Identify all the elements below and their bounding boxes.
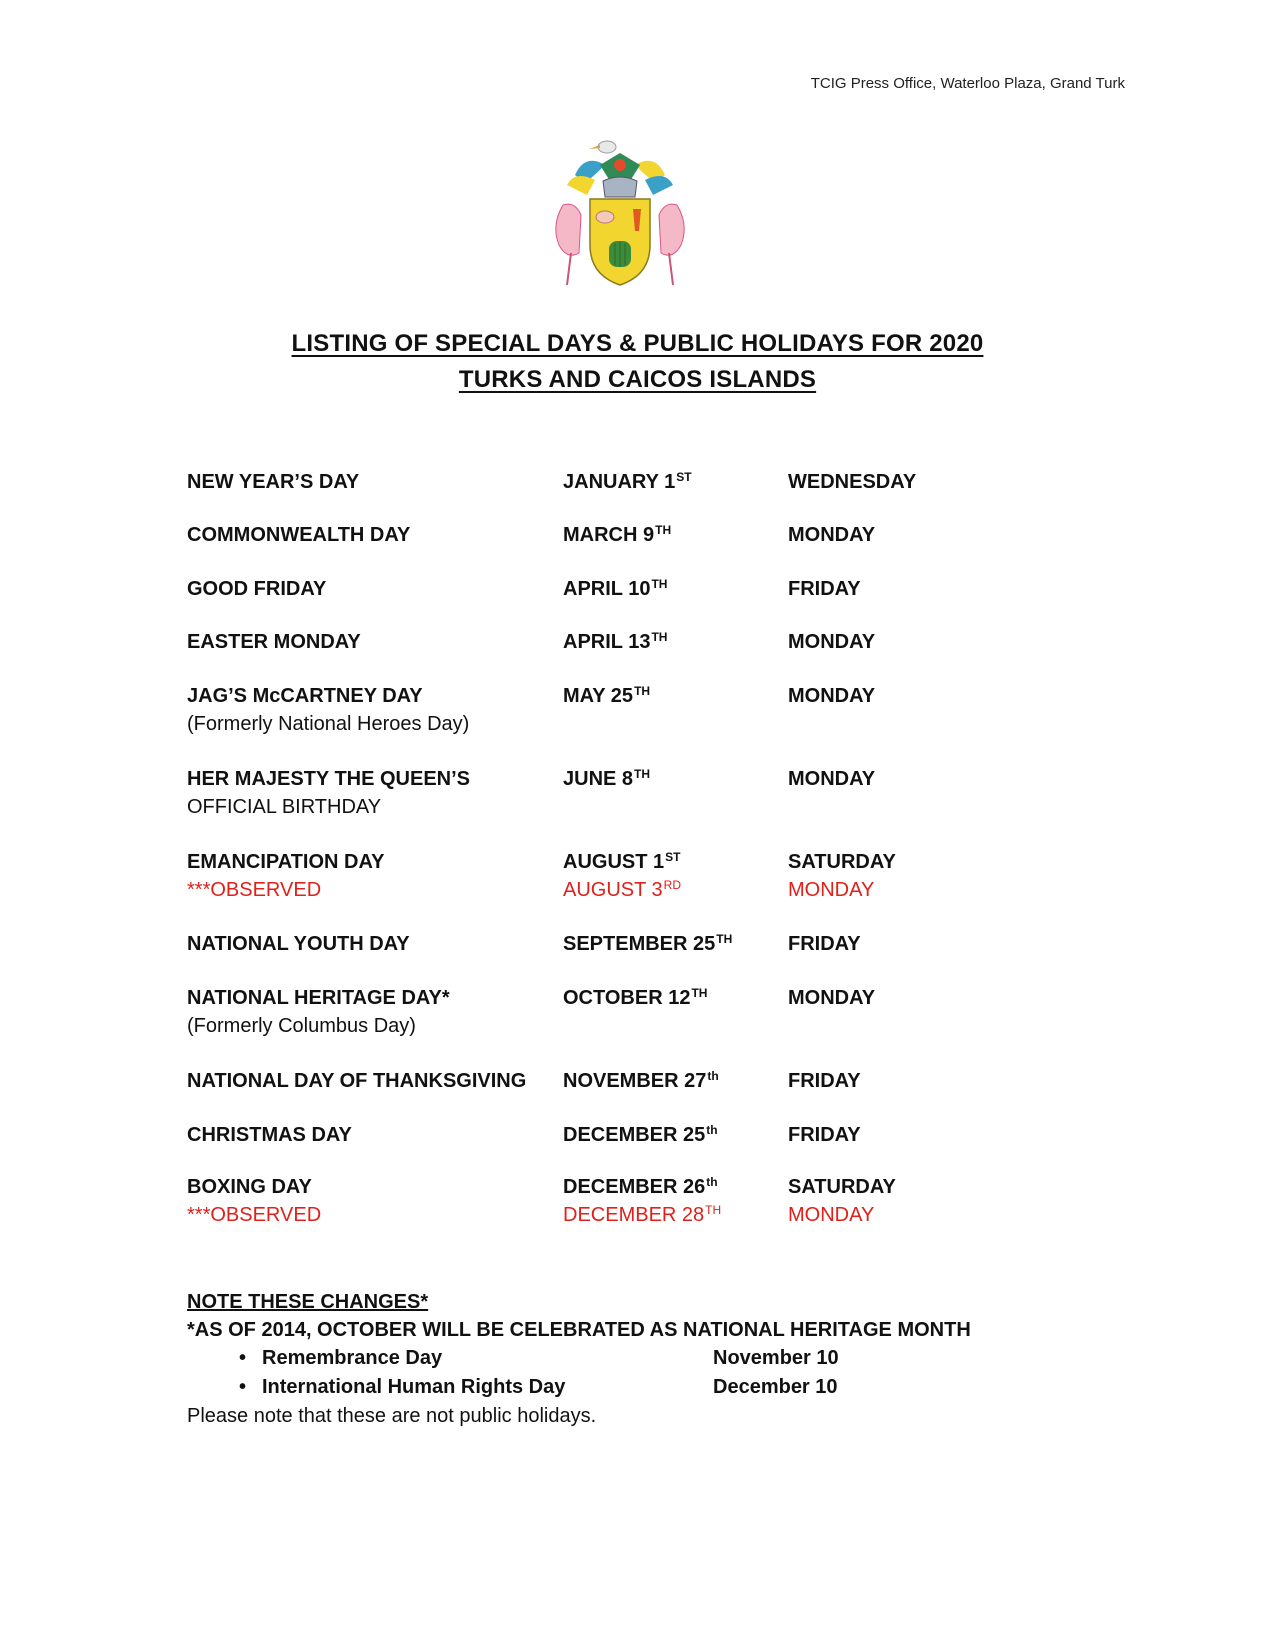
holiday-date: APRIL 13TH (563, 630, 668, 653)
holiday-weekday: WEDNESDAY (788, 471, 917, 493)
holiday-date: OCTOBER 12TH (563, 986, 708, 1009)
observed-date: DECEMBER 28TH (563, 1203, 722, 1226)
holiday-weekday: FRIDAY (788, 1124, 861, 1146)
holiday-date: DECEMBER 26th DECEMBER 28TH (563, 1173, 721, 1229)
holiday-date: MARCH 9TH (563, 523, 672, 546)
observed-weekday: MONDAY (788, 1204, 875, 1226)
holiday-name: HER MAJESTY THE QUEEN’S OFFICIAL BIRTHDAY (187, 768, 471, 818)
holiday-name: NEW YEAR’S DAY (187, 471, 360, 493)
holiday-date: JUNE 8TH (563, 767, 651, 790)
notes-title: NOTE THESE CHANGES* (187, 1291, 429, 1313)
holiday-date: AUGUST 1ST AUGUST 3RD (563, 848, 681, 904)
holiday-date: NOVEMBER 27th (563, 1069, 719, 1092)
holiday-date: APRIL 10TH (563, 577, 668, 600)
holiday-name: NATIONAL HERITAGE DAY* (Formerly Columbus Day) (187, 984, 450, 1040)
list-item-label: Remembrance Day (262, 1347, 443, 1369)
holiday-weekday: SATURDAY MONDAY (788, 848, 896, 904)
list-item-date: December 10 (713, 1376, 838, 1398)
holiday-name: JAG’S McCARTNEY DAY (Formerly National Heroes Day) (187, 682, 469, 738)
holiday-name: CHRISTMAS DAY (187, 1124, 352, 1146)
observed-label: ***OBSERVED (187, 1204, 322, 1226)
observed-date: AUGUST 3RD (563, 878, 682, 901)
observed-label: ***OBSERVED (187, 879, 322, 901)
holiday-name: BOXING DAY ***OBSERVED (187, 1173, 321, 1229)
holiday-name: EMANCIPATION DAY ***OBSERVED (187, 848, 384, 904)
notes-heritage-line: *AS OF 2014, OCTOBER WILL BE CELEBRATED AS NATIONAL HERITAGE MONTH (187, 1319, 971, 1341)
holiday-weekday: FRIDAY (788, 578, 861, 600)
coat-of-arms-icon (545, 135, 695, 295)
holiday-name: GOOD FRIDAY (187, 578, 327, 600)
page-title: LISTING OF SPECIAL DAYS & PUBLIC HOLIDAYS FOR 2020 (291, 330, 984, 357)
holiday-name: NATIONAL YOUTH DAY (187, 933, 410, 955)
holiday-note: (Formerly Columbus Day) (187, 1015, 416, 1037)
holiday-weekday: FRIDAY (788, 1070, 861, 1092)
page-subtitle: TURKS AND CAICOS ISLANDS (458, 366, 817, 393)
list-item (187, 1344, 1187, 1373)
press-office-line: TCIG Press Office, Waterloo Plaza, Grand Turk (810, 75, 1125, 92)
holiday-date: MAY 25TH (563, 684, 651, 707)
holiday-weekday: SATURDAY MONDAY (788, 1173, 896, 1229)
holiday-weekday: MONDAY (788, 631, 876, 653)
bullet-icon: • (239, 1347, 247, 1369)
holiday-weekday: MONDAY (788, 685, 876, 707)
list-item-label: International Human Rights Day (262, 1376, 566, 1398)
bullet-icon: • (239, 1376, 247, 1398)
holiday-weekday: MONDAY (788, 768, 876, 790)
holiday-weekday: MONDAY (788, 987, 876, 1009)
holiday-name: NATIONAL DAY OF THANKSGIVING (187, 1070, 527, 1092)
list-item (187, 1373, 1187, 1402)
holiday-date: SEPTEMBER 25TH (563, 932, 733, 955)
observed-weekday: MONDAY (788, 879, 875, 901)
holiday-name: COMMONWEALTH DAY (187, 524, 411, 546)
list-item-date: November 10 (713, 1347, 839, 1369)
holiday-date: DECEMBER 25th (563, 1123, 718, 1146)
holiday-name: EASTER MONDAY (187, 631, 361, 653)
notes-footer: Please note that these are not public holidays. (187, 1405, 597, 1427)
notes-section (187, 1288, 1187, 1430)
holiday-note: (Formerly National Heroes Day) (187, 713, 470, 735)
holiday-weekday: FRIDAY (788, 933, 861, 955)
holiday-date: JANUARY 1ST (563, 470, 692, 493)
holiday-weekday: MONDAY (788, 524, 876, 546)
